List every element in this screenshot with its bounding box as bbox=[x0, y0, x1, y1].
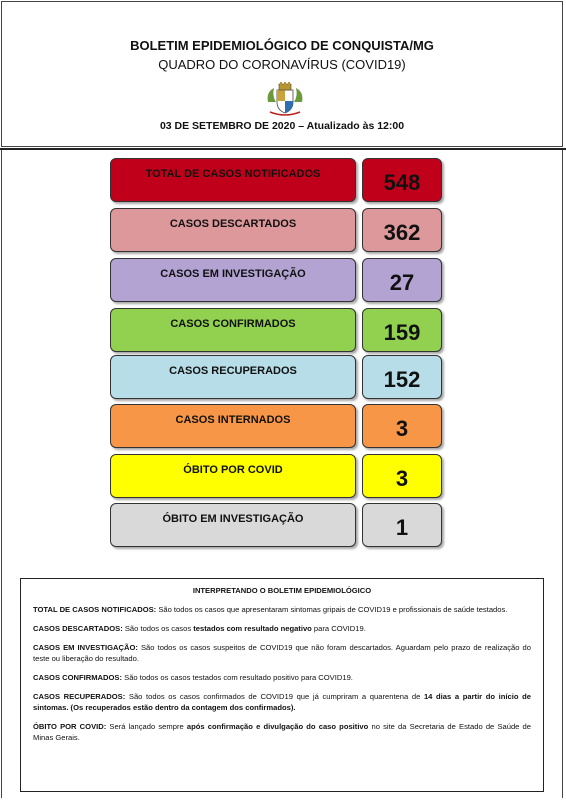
legend-text: no site da Secretaria de Estado de Saúde de Minas Gerais. bbox=[33, 722, 532, 742]
stat-label: CASOS INTERNADOS bbox=[110, 404, 356, 448]
stat-value: 548 bbox=[362, 158, 442, 202]
legend-term: CASOS CONFIRMADOS: bbox=[33, 673, 123, 682]
stat-label: ÓBITO POR COVID bbox=[110, 454, 356, 498]
bulletin-title: BOLETIM EPIDEMIOLÓGICO DE CONQUISTA/MG bbox=[130, 38, 434, 53]
legend-box bbox=[20, 578, 544, 792]
stat-row-investigacao bbox=[110, 258, 442, 302]
legend-item-obito bbox=[33, 721, 531, 743]
legend-term: CASOS RECUPERADOS: bbox=[33, 692, 126, 701]
legend-item-confirmados bbox=[33, 672, 531, 683]
legend-item-investigacao bbox=[33, 642, 531, 664]
stat-label: CASOS RECUPERADOS bbox=[110, 355, 356, 399]
stat-row-recuperados bbox=[110, 355, 442, 399]
bulletin-subtitle: QUADRO DO CORONAVÍRUS (COVID19) bbox=[158, 57, 406, 72]
stat-row-descartados bbox=[110, 208, 442, 252]
legend-emphasis: 14 dias a partir do início de sintomas. (Os recuperados estão dentro da contagem dos confirmados). bbox=[33, 692, 532, 712]
stat-value: 159 bbox=[362, 308, 442, 352]
bulletin-date: 03 DE SETEMBRO DE 2020 – Atualizado às 12:00 bbox=[159, 120, 405, 132]
legend-emphasis: após confirmação e divulgação do caso positivo bbox=[186, 722, 369, 731]
legend-text: São todos os casos testados com resultado positivo para COVID19. bbox=[122, 673, 353, 682]
legend-item-descartados bbox=[33, 623, 531, 634]
legend-term: ÓBITO POR COVID: bbox=[33, 722, 107, 731]
legend-text: São todos os casos que apresentaram sintomas gripais de COVID19 e profissionais de saúde testados. bbox=[156, 605, 508, 614]
stat-value: 3 bbox=[362, 454, 442, 498]
stat-row-internados bbox=[110, 404, 442, 448]
stat-row-total-notificados bbox=[110, 158, 442, 202]
stat-row-obito-covid bbox=[110, 454, 442, 498]
legend-item-recuperados bbox=[33, 691, 531, 713]
legend-item-notificados bbox=[33, 604, 531, 615]
legend-emphasis: testados com resultado negativo bbox=[193, 624, 312, 633]
stat-value: 152 bbox=[362, 355, 442, 399]
legend-text: São todos os casos confirmados de COVID19 que já cumpriram a quarentena de bbox=[125, 692, 424, 701]
stat-row-confirmados bbox=[110, 308, 442, 352]
header-box bbox=[1, 1, 563, 147]
legend-text: São todos os casos suspeitos de COVID19 que não foram descartados. Aguardam pelo prazo de realização do teste ou liberação do resultado. bbox=[33, 643, 531, 663]
legend-title: INTERPRETANDO O BOLETIM EPIDEMIOLÓGICO bbox=[192, 586, 372, 595]
stat-label: CASOS CONFIRMADOS bbox=[110, 308, 356, 352]
stat-label: CASOS EM INVESTIGAÇÃO bbox=[110, 258, 356, 302]
legend-term: CASOS EM INVESTIGAÇÃO: bbox=[33, 643, 138, 652]
municipal-crest-icon bbox=[264, 82, 306, 116]
stat-label: ÓBITO EM INVESTIGAÇÃO bbox=[110, 503, 356, 547]
legend-text: São todos os casos bbox=[122, 624, 194, 633]
stat-value: 3 bbox=[362, 404, 442, 448]
legend-term: CASOS DESCARTADOS: bbox=[33, 624, 123, 633]
stat-value: 27 bbox=[362, 258, 442, 302]
legend-term: TOTAL DE CASOS NOTIFICADOS: bbox=[33, 605, 157, 614]
legend-text: para COVID19. bbox=[311, 624, 366, 633]
stat-label: CASOS DESCARTADOS bbox=[110, 208, 356, 252]
stat-value: 1 bbox=[362, 503, 442, 547]
stat-label: TOTAL DE CASOS NOTIFICADOS bbox=[110, 158, 356, 202]
legend-text: Será lançado sempre bbox=[106, 722, 187, 731]
stat-value: 362 bbox=[362, 208, 442, 252]
stat-row-obito-investigacao bbox=[110, 503, 442, 547]
